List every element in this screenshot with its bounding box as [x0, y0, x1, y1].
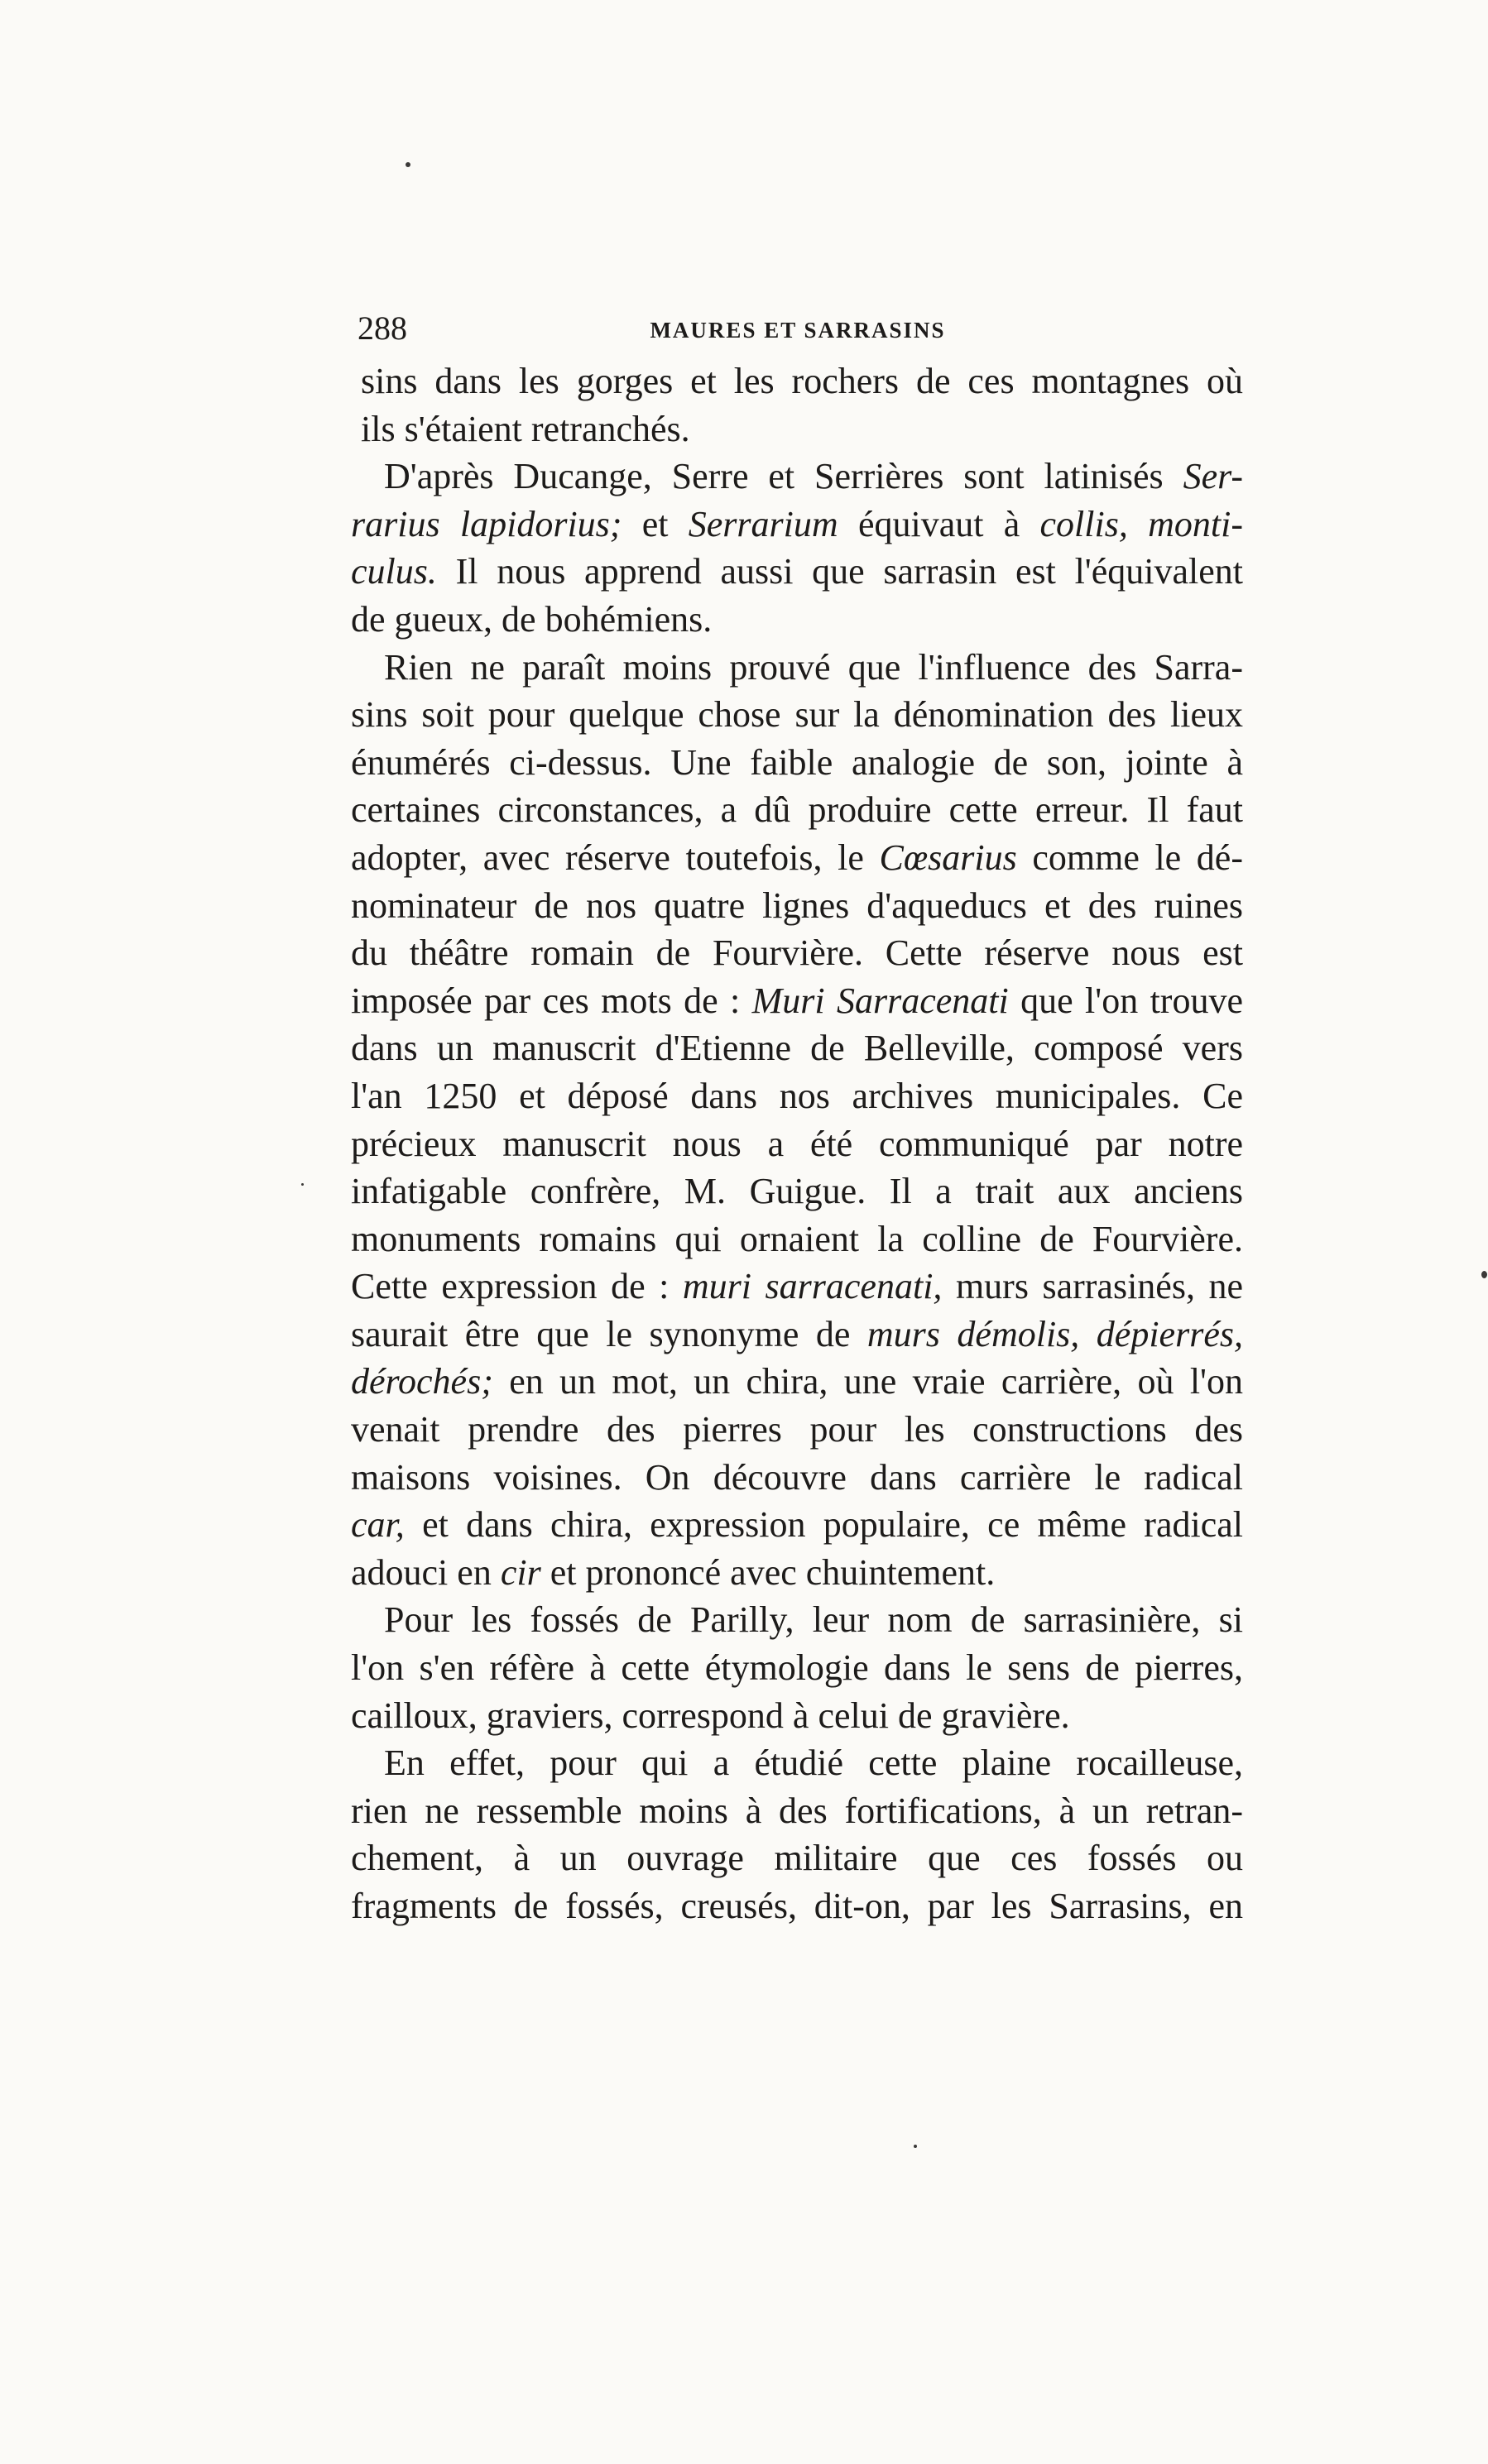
text-line: [351, 1311, 1243, 1359]
text-line: [351, 834, 1243, 882]
text-line: [351, 1167, 1243, 1215]
text-run: Il nous apprend aussi que sarrasin est l'équivalent: [436, 551, 1243, 592]
text-line: [351, 929, 1243, 977]
text-line: [351, 882, 1243, 930]
text-run: de gueux, de bohémiens.: [351, 598, 713, 640]
text-line: [351, 691, 1243, 739]
text-line: [351, 644, 1243, 692]
text-line: [351, 1787, 1243, 1835]
page-number: 288: [358, 309, 407, 347]
page-header: [358, 308, 1238, 349]
scan-speck: [301, 1183, 304, 1186]
text-run: rien ne ressemble moins à des fortifications, à un retran-: [351, 1790, 1243, 1831]
text-line: [351, 977, 1243, 1025]
text-run: nominateur de nos quatre lignes d'aqueducs et des ruines: [351, 884, 1243, 926]
text-line: [351, 1549, 1243, 1597]
text-run: et: [622, 503, 689, 544]
text-run: sins dans les gorges et les rochers de ces montagnes où: [361, 361, 1243, 401]
text-run: sins soit pour quelque chose sur la dénomination des lieux: [351, 694, 1243, 736]
text-line: [351, 596, 1243, 644]
text-run: précieux manuscrit nous a été communiqué par notre: [351, 1123, 1243, 1164]
text-run: monuments romains qui ornaient la colline de Fourvière.: [351, 1218, 1243, 1259]
text-run: fragments de fossés, creusés, dit-on, par les Sarrasins, en: [351, 1886, 1243, 1926]
text-run: maisons voisines. On découvre dans carrière le radical: [351, 1456, 1243, 1498]
text-line: [351, 1215, 1243, 1263]
text-line: [351, 405, 1243, 453]
text-run: ils s'étaient retranchés.: [361, 408, 690, 449]
text-line: [351, 1263, 1243, 1311]
text-line: [351, 1358, 1243, 1406]
text-run: saurait être que le synonyme de: [351, 1313, 867, 1354]
text-run: du théâtre romain de Fourvière. Cette réserve nous est: [351, 932, 1243, 974]
text-run: l'on s'en réfère à cette étymologie dans le sens de pierres,: [351, 1647, 1243, 1689]
text-line: [351, 739, 1243, 787]
scan-speck: [406, 162, 410, 167]
italic-run: car,: [351, 1504, 405, 1546]
text-line: [351, 1120, 1243, 1168]
text-run: en un mot, un chira, une vraie carrière, où l'on: [492, 1361, 1243, 1402]
text-line: [351, 1739, 1243, 1787]
text-line: [351, 1834, 1243, 1882]
text-run: En effet, pour qui a étudié cette plaine rocailleuse,: [384, 1743, 1243, 1784]
text-run: Cette expression de :: [351, 1266, 683, 1307]
text-line: [351, 1692, 1243, 1740]
text-run: D'après Ducange, Serre et Serrières sont latinisés: [384, 456, 1183, 497]
italic-run: culus.: [351, 551, 437, 592]
text-run: Rien ne paraît moins prouvé que l'influence des Sarra-: [384, 646, 1243, 688]
italic-run: muri sarracenati,: [682, 1266, 943, 1307]
text-run: chement, à un ouvrage militaire que ces fossés ou: [351, 1838, 1243, 1879]
scan-speck: [1481, 1271, 1487, 1278]
italic-run: Muri Sarracenati: [751, 980, 1009, 1021]
text-line: [351, 548, 1243, 596]
text-run: adouci en: [351, 1551, 501, 1593]
text-run: que l'on trouve: [1008, 980, 1243, 1021]
italic-run: rarius lapidorius;: [351, 503, 622, 544]
text-line: [351, 357, 1243, 405]
italic-run: Cœsarius: [879, 837, 1017, 878]
text-run: l'an 1250 et déposé dans nos archives municipales. Ce: [351, 1075, 1243, 1116]
text-line: [351, 1024, 1243, 1072]
italic-run: cir: [500, 1551, 541, 1593]
text-line: [351, 453, 1243, 501]
text-run: imposée par ces mots de :: [351, 980, 752, 1021]
italic-run: Ser-: [1183, 456, 1243, 497]
text-run: et prononcé avec chuintement.: [540, 1551, 996, 1593]
text-line: [351, 1501, 1243, 1549]
text-run: et dans chira, expression populaire, ce même radical: [404, 1504, 1243, 1546]
text-run: infatigable confrère, M. Guigue. Il a trait aux anciens: [351, 1171, 1243, 1212]
italic-run: murs démolis, dépierrés,: [866, 1313, 1243, 1354]
text-line: [351, 1644, 1243, 1692]
text-line: [351, 1072, 1243, 1120]
text-run: dans un manuscrit d'Etienne de Belleville, composé vers: [351, 1028, 1243, 1069]
text-line: [351, 1406, 1243, 1454]
text-run: murs sarrasinés, ne: [942, 1266, 1244, 1307]
text-run: certaines circonstances, a dû produire cette erreur. Il faut: [351, 789, 1243, 831]
text-run: adopter, avec réserve toutefois, le: [351, 837, 880, 878]
text-line: [351, 1454, 1243, 1502]
body-text: [351, 357, 1243, 1930]
italic-run: Serrarium: [688, 503, 838, 544]
text-line: [351, 786, 1243, 834]
text-line: [351, 1596, 1243, 1644]
scan-speck: [914, 2145, 917, 2148]
text-run: énumérés ci-dessus. Une faible analogie de son, jointe à: [351, 741, 1243, 783]
text-run: comme le dé-: [1016, 837, 1243, 878]
text-run: cailloux, graviers, correspond à celui de gravière.: [351, 1695, 1070, 1736]
running-title: MAURES ET SARRASINS: [650, 318, 946, 343]
italic-run: collis, monti-: [1039, 503, 1244, 544]
text-run: Pour les fossés de Parilly, leur nom de sarrasinière, si: [384, 1599, 1243, 1641]
text-run: venait prendre des pierres pour les constructions des: [351, 1409, 1243, 1450]
text-line: [351, 1882, 1243, 1930]
text-line: [351, 501, 1243, 549]
text-run: équivaut à: [838, 503, 1040, 544]
italic-run: dérochés;: [351, 1361, 493, 1402]
